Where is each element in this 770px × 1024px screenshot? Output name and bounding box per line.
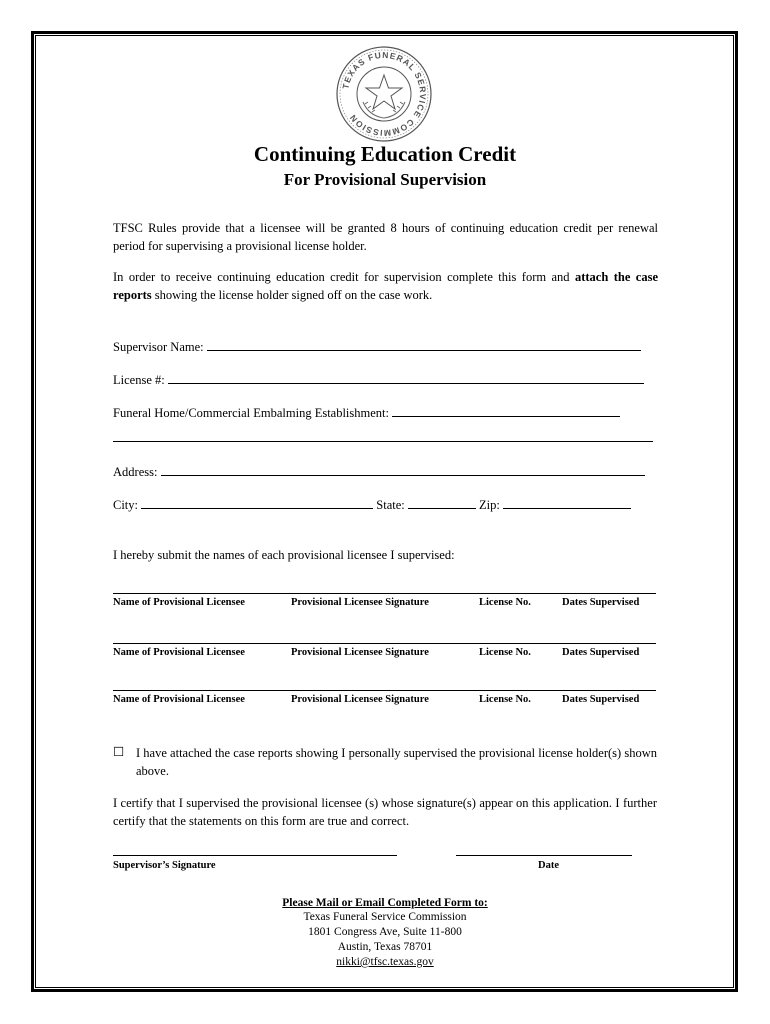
checkbox-text: I have attached the case reports showing I personally supervised the provisional license holder(s) shown above.: [136, 746, 657, 778]
col-license-2: License No.: [479, 647, 531, 658]
mail-city: Austin, Texas 78701: [337, 941, 433, 953]
col-name-3: Name of Provisional Licensee: [113, 694, 245, 705]
col-signature-3: Provisional Licensee Signature: [291, 694, 429, 705]
col-dates-3: Dates Supervised: [562, 694, 640, 705]
city-label: City:: [113, 498, 139, 512]
license-row: [113, 371, 644, 388]
certify-paragraph: I certify that I supervised the provisional licensee (s) whose signature(s) appear on this application. I further certify that the statements on this form are true and correct.: [113, 796, 657, 828]
address-label: Address:: [113, 465, 158, 479]
mail-email-row: [0, 955, 770, 970]
instruction-paragraph: In order to receive continuing education credit for supervision complete this form and attach the case reports showing the license holder signed off on the case work.: [113, 270, 659, 302]
attach-checkbox[interactable]: ☐: [113, 745, 125, 759]
address-field[interactable]: [161, 463, 645, 476]
mail-heading: Please Mail or Email Completed Form to:: [282, 897, 488, 909]
zip-field[interactable]: [503, 496, 631, 509]
establishment-field-line-2[interactable]: [113, 441, 653, 442]
page-title: Continuing Education Credit: [253, 142, 517, 166]
col-license-1: License No.: [479, 597, 531, 608]
license-field[interactable]: [168, 371, 644, 384]
submit-text: I hereby submit the names of each provisional licensee I supervised:: [113, 548, 455, 562]
intro-paragraph: TFSC Rules provide that a licensee will be granted 8 hours of continuing education credit per renewal period for supervising a provisional license holder.: [113, 221, 658, 253]
date-line[interactable]: [456, 855, 632, 856]
supervisor-name-field[interactable]: [207, 338, 641, 351]
col-dates-2: Dates Supervised: [562, 647, 640, 658]
seal-ring-text: TEXAS FUNERAL SERVICE COMMISSION: [340, 49, 429, 139]
svg-text:TEXAS FUNERAL SERVICE COMMISSI: [340, 50, 428, 138]
col-signature-1: Provisional Licensee Signature: [291, 597, 429, 608]
col-license-3: License No.: [479, 694, 531, 705]
establishment-label: Funeral Home/Commercial Embalming Establishment:: [113, 406, 389, 420]
establishment-field[interactable]: [392, 404, 620, 417]
state-field[interactable]: [408, 496, 476, 509]
commission-seal-icon: [329, 44, 439, 144]
licensee-row-3-line[interactable]: [113, 690, 656, 691]
establishment-row: [113, 404, 620, 421]
supervisor-name-label: Supervisor Name:: [113, 340, 204, 354]
instruction-bold: attach the case reports: [113, 270, 659, 302]
col-name-2: Name of Provisional Licensee: [113, 647, 245, 658]
zip-label: Zip:: [478, 498, 500, 512]
mail-email-link[interactable]: nikki@tfsc.texas.gov: [336, 956, 434, 968]
col-dates-1: Dates Supervised: [562, 597, 640, 608]
mail-street: 1801 Congress Ave, Suite 11-800: [308, 926, 462, 938]
address-row: [113, 463, 645, 480]
page-subtitle: For Provisional Supervision: [283, 170, 487, 189]
license-label: License #:: [113, 373, 165, 387]
supervisor-signature-line[interactable]: [113, 855, 397, 856]
col-name-1: Name of Provisional Licensee: [113, 597, 245, 608]
licensee-row-1-line[interactable]: [113, 593, 656, 594]
state-label: State:: [376, 498, 405, 512]
city-state-zip-row: [113, 496, 631, 513]
licensee-row-2-line[interactable]: [113, 643, 656, 644]
supervisor-name-row: [113, 338, 641, 355]
city-field[interactable]: [141, 496, 373, 509]
col-signature-2: Provisional Licensee Signature: [291, 647, 429, 658]
date-label: Date: [538, 860, 559, 871]
mail-org: Texas Funeral Service Commission: [303, 911, 467, 923]
supervisor-signature-label: Supervisor’s Signature: [113, 860, 216, 871]
